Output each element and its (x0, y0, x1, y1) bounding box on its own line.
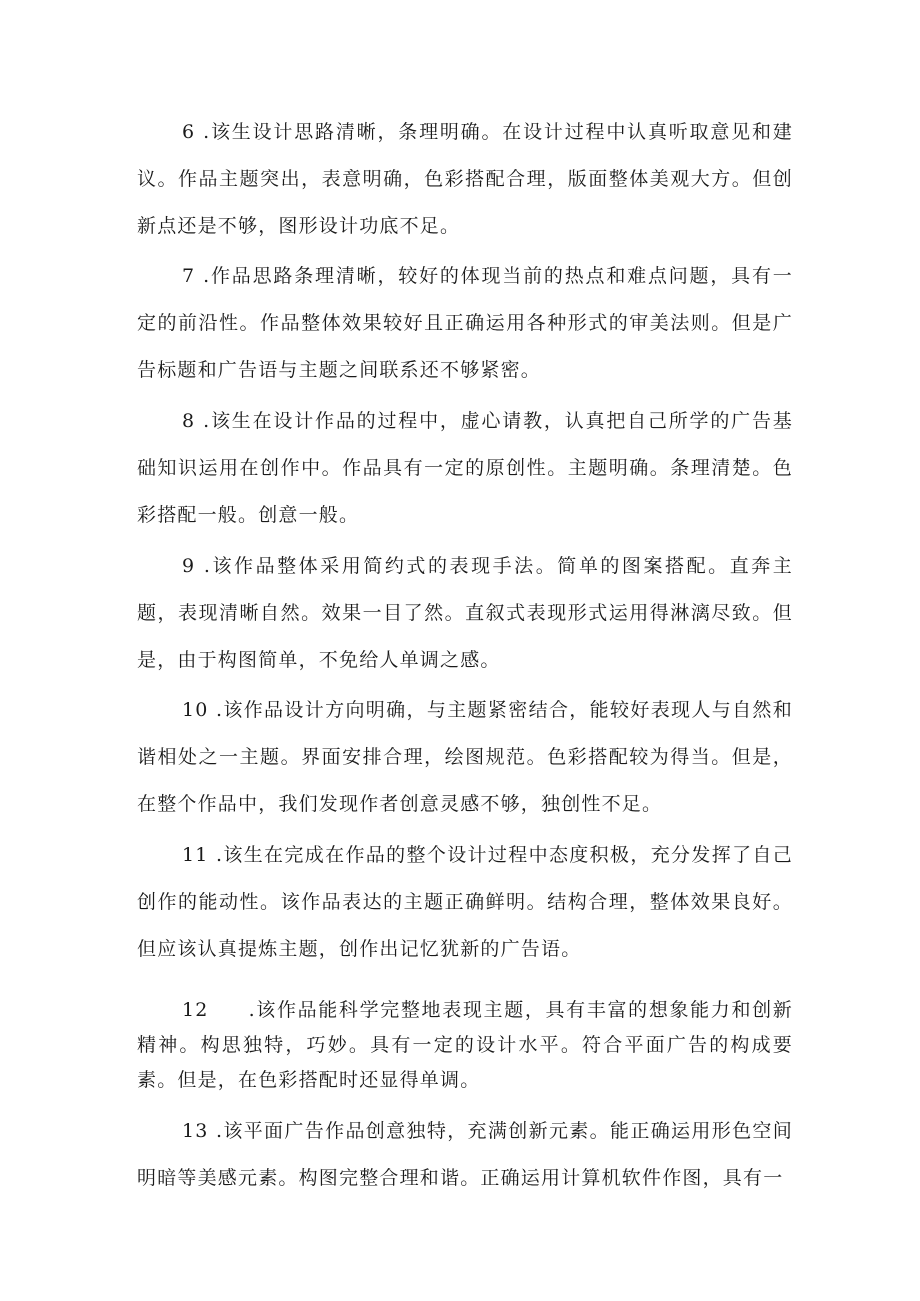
paragraph-number: 13 (182, 1120, 209, 1142)
paragraph-text: .该生设计思路清晰，条理明确。在设计过程中认真听取意见和建议。作品主题突出，表意明确，色彩搭配合理，版面整体美观大方。但创新点还是不够，图形设计功底不足。 (137, 121, 793, 237)
paragraph-11 (137, 832, 793, 973)
paragraph-text: .该平面广告作品创意独特，充满创新元素。能正确运用形色空间明暗等美感元素。构图完整合理和谐。正确运用计算机软件作图，具有一 (137, 1120, 793, 1189)
paragraph-number: 12 (182, 999, 209, 1021)
paragraph-number: 9 (182, 555, 196, 577)
paragraph-12 (137, 993, 793, 1098)
paragraph-number: 7 (182, 265, 196, 287)
paragraph-number: 10 (182, 699, 209, 721)
paragraph-13 (137, 1108, 793, 1202)
paragraph-text: .该生在设计作品的过程中，虚心请教，认真把自己所学的广告基础知识运用在创作中。作品具有一定的原创性。主题明确。条理清楚。色彩搭配一般。创意一般。 (137, 410, 793, 526)
paragraph-text: .该作品设计方向明确，与主题紧密结合，能较好表现人与自然和谐相处之一主题。界面安排合理，绘图规范。色彩搭配较为得当。但是，在整个作品中，我们发现作者创意灵感不够，独创性不足。 (137, 699, 793, 815)
paragraph-text: .该生在完成在作品的整个设计过程中态度积极，充分发挥了自己创作的能动性。该作品表达的主题正确鲜明。结构合理，整体效果良好。但应该认真提炼主题，创作出记忆犹新的广告语。 (137, 844, 793, 960)
paragraph-10 (137, 687, 793, 828)
paragraph-text: .作品思路条理清晰，较好的体现当前的热点和难点问题，具有一定的前沿性。作品整体效果较好且正确运用各种形式的审美法则。但是广告标题和广告语与主题之间联系还不够紧密。 (137, 265, 793, 381)
paragraph-text: .该作品整体采用简约式的表现手法。简单的图案搭配。直奔主题，表现清晰自然。效果一目了然。直叙式表现形式运用得淋漓尽致。但是，由于构图简单，不免给人单调之感。 (137, 555, 793, 671)
paragraph-8 (137, 398, 793, 539)
paragraph-9 (137, 543, 793, 684)
paragraph-number: 8 (182, 410, 196, 432)
paragraph-7 (137, 253, 793, 394)
paragraph-number: 6 (182, 121, 196, 143)
paragraph-6 (137, 109, 793, 250)
paragraph-number: 11 (182, 844, 209, 866)
paragraph-text: .该作品能科学完整地表现主题，具有丰富的想象能力和创新精神。构思独特，巧妙。具有一定的设计水平。符合平面广告的构成要素。但是，在色彩搭配时还显得单调。 (137, 999, 793, 1091)
